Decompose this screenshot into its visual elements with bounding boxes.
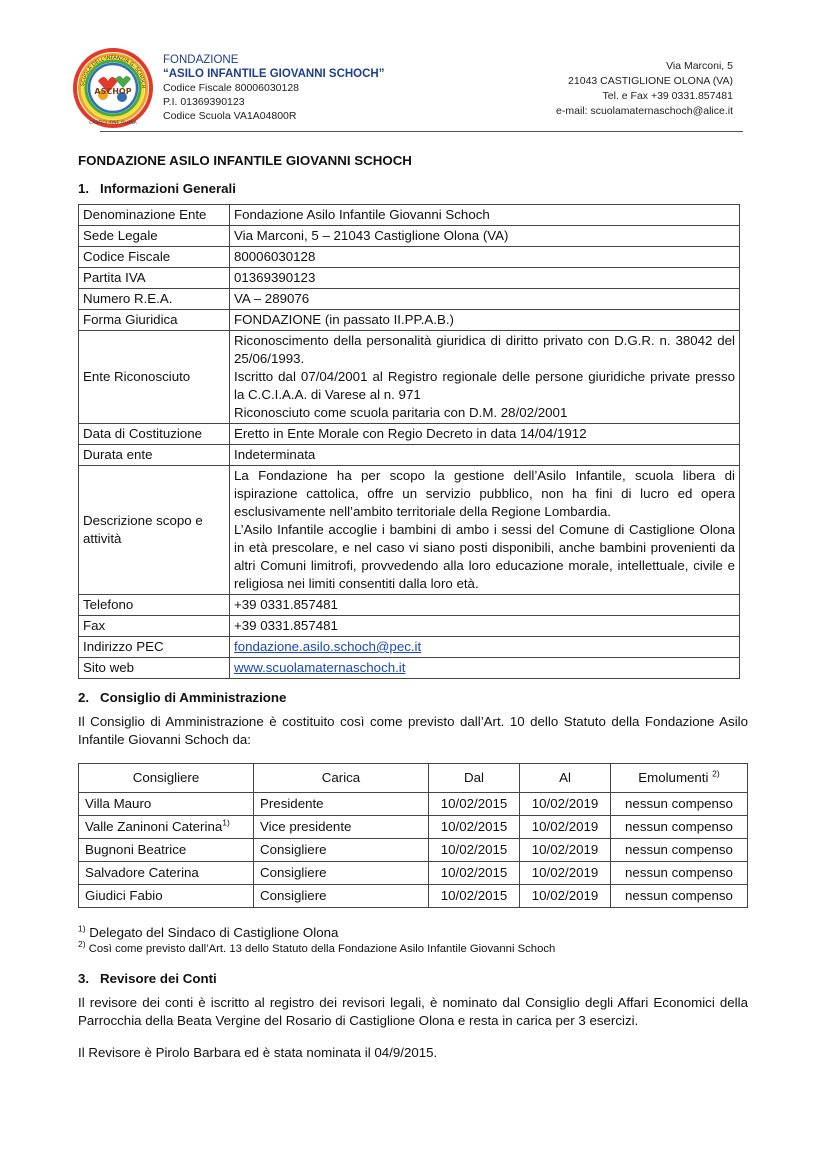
member-role: Consigliere xyxy=(254,839,429,862)
info-value: 80006030128 xyxy=(230,247,740,268)
member-name xyxy=(79,885,254,908)
info-key: Numero R.E.A. xyxy=(79,289,230,310)
member-role: Vice presidente xyxy=(254,816,429,839)
member-to: 10/02/2019 xyxy=(520,816,611,839)
member-from: 10/02/2015 xyxy=(429,816,520,839)
board-intro: Il Consiglio di Amministrazione è costituito così come previsto dall’Art. 10 dello Statuto della Fondazione Asilo Infantile Giovanni Schoch da: xyxy=(78,714,748,747)
info-value: Indeterminata xyxy=(230,445,740,466)
table-row xyxy=(79,289,740,310)
member-compensation: nessun compenso xyxy=(611,793,748,816)
info-value: 01369390123 xyxy=(230,268,740,289)
recognition-line: Riconosciuto come scuola paritaria con D.M. 28/02/2001 xyxy=(234,405,568,420)
table-row xyxy=(79,310,740,331)
info-key: Fax xyxy=(79,616,230,637)
footnote-marker: 1) xyxy=(78,923,86,934)
col-al: Al xyxy=(520,764,611,793)
document-body xyxy=(78,152,748,1076)
codice-scuola: Codice Scuola VA1A04800R xyxy=(163,110,297,122)
member-name-text: Giudici Fabio xyxy=(85,888,163,903)
member-to: 10/02/2019 xyxy=(520,839,611,862)
logo-bottom-text: CASTIGLIONE OLONA xyxy=(89,121,137,126)
website-link[interactable]: www.scuolamaternaschoch.it xyxy=(234,660,406,675)
auditor-appointment: Il Revisore è Pirolo Barbara ed è stata nominata il 04/9/2015. xyxy=(78,1045,438,1060)
foundation-logo xyxy=(70,45,156,131)
section-2-title: Consiglio di Amministrazione xyxy=(100,690,287,705)
table-row xyxy=(79,637,740,658)
footnote-marker: 2) xyxy=(78,939,86,950)
table-row xyxy=(79,616,740,637)
info-key: Sito web xyxy=(79,658,230,679)
table-header-row xyxy=(79,764,748,793)
purpose-paragraph: La Fondazione ha per scopo la gestione dell’Asilo Infantile, scuola libera di ispirazione cattolica, offre un servizio pubblico, non ha fini di lucro ed opera esclusivamente nell’ambito territoriale della Regione Lombardia. xyxy=(234,468,735,519)
info-value: Via Marconi, 5 – 21043 Castiglione Olona (VA) xyxy=(230,226,740,247)
recognition-line: Iscritto dal 07/04/2001 al Registro regionale delle persone giuridiche private presso la C.C.I.A.A. di Varese al n. 971 xyxy=(234,369,735,402)
member-role: Presidente xyxy=(254,793,429,816)
member-role: Consigliere xyxy=(254,862,429,885)
info-value xyxy=(230,466,740,595)
member-name-text: Villa Mauro xyxy=(85,796,152,811)
info-value: Eretto in Ente Morale con Regio Decreto in data 14/04/1912 xyxy=(230,424,740,445)
table-row xyxy=(79,226,740,247)
document-title: FONDAZIONE ASILO INFANTILE GIOVANNI SCHOCH xyxy=(78,153,412,168)
member-compensation: nessun compenso xyxy=(611,816,748,839)
table-row xyxy=(79,595,740,616)
member-name xyxy=(79,816,254,839)
info-key: Partita IVA xyxy=(79,268,230,289)
member-name xyxy=(79,793,254,816)
member-from: 10/02/2015 xyxy=(429,793,520,816)
table-row xyxy=(79,466,740,595)
info-key: Data di Costituzione xyxy=(79,424,230,445)
member-to: 10/02/2019 xyxy=(520,862,611,885)
footnote-2 xyxy=(78,941,748,958)
info-value: VA – 289076 xyxy=(230,289,740,310)
table-row xyxy=(79,268,740,289)
table-row xyxy=(79,885,748,908)
info-key: Descrizione scopo e attività xyxy=(79,466,230,595)
member-compensation: nessun compenso xyxy=(611,862,748,885)
info-value: +39 0331.857481 xyxy=(230,616,740,637)
pec-link[interactable]: fondazione.asilo.schoch@pec.it xyxy=(234,639,422,654)
footnote-text: Così come previsto dall’Art. 13 dello Statuto della Fondazione Asilo Infantile Giovanni Schoch xyxy=(88,943,556,955)
table-row xyxy=(79,205,740,226)
svg-text:ASCHOP: ASCHOP xyxy=(94,87,132,96)
logo-ring-text: SCUOLA DELL'INFANZIA G. SCHOCH xyxy=(80,54,147,89)
footnote-text: Delegato del Sindaco di Castiglione Olona xyxy=(89,925,339,940)
info-key: Codice Fiscale xyxy=(79,247,230,268)
member-from: 10/02/2015 xyxy=(429,862,520,885)
member-to: 10/02/2019 xyxy=(520,885,611,908)
phone-fax: Tel. e Fax +39 0331.857481 xyxy=(602,90,733,102)
address-line1: Via Marconi, 5 xyxy=(666,60,733,72)
footnote-ref: 2) xyxy=(712,768,720,779)
member-name-text: Valle Zaninoni Caterina xyxy=(85,819,223,834)
footnotes xyxy=(78,924,748,958)
member-name-text: Salvadore Caterina xyxy=(85,865,199,880)
table-row xyxy=(79,658,740,679)
info-key: Telefono xyxy=(79,595,230,616)
board-table xyxy=(78,763,748,908)
letterhead-left xyxy=(163,53,385,123)
org-label: FONDAZIONE xyxy=(163,54,239,66)
section-3-title: Revisore dei Conti xyxy=(100,971,217,986)
general-info-table xyxy=(78,204,740,679)
partita-iva: P.I. 01369390123 xyxy=(163,96,245,108)
footnote-ref: 1) xyxy=(222,817,230,828)
header-divider xyxy=(100,131,743,132)
info-key: Forma Giuridica xyxy=(79,310,230,331)
auditor-paragraph: Il revisore dei conti è iscritto al registro dei revisori legali, è nominato dal Consiglio degli Affari Economici della Parrocchia della Beata Vergine del Rosario di Castiglione Olona e resta in carica per 3 esercizi. xyxy=(78,995,748,1028)
member-name xyxy=(79,862,254,885)
table-row xyxy=(79,839,748,862)
table-row xyxy=(79,247,740,268)
table-row xyxy=(79,424,740,445)
member-from: 10/02/2015 xyxy=(429,839,520,862)
member-name xyxy=(79,839,254,862)
table-row xyxy=(79,862,748,885)
section-1-title: Informazioni Generali xyxy=(100,181,236,196)
section-1-number: 1. xyxy=(78,181,90,196)
info-key: Durata ente xyxy=(79,445,230,466)
member-compensation: nessun compenso xyxy=(611,885,748,908)
section-2-number: 2. xyxy=(78,690,90,705)
info-value: FONDAZIONE (in passato II.PP.A.B.) xyxy=(230,310,740,331)
codice-fiscale: Codice Fiscale 80006030128 xyxy=(163,82,300,94)
section-1-heading xyxy=(78,180,748,198)
email: e-mail: scuolamaternaschoch@alice.it xyxy=(556,105,733,117)
info-key: Denominazione Ente xyxy=(79,205,230,226)
org-name: “ASILO INFANTILE GIOVANNI SCHOCH” xyxy=(163,68,385,80)
table-row xyxy=(79,793,748,816)
col-emolumenti xyxy=(611,764,748,793)
info-value: Fondazione Asilo Infantile Giovanni Schoch xyxy=(230,205,740,226)
info-key: Ente Riconosciuto xyxy=(79,331,230,424)
letterhead-right xyxy=(556,59,733,119)
info-key: Indirizzo PEC xyxy=(79,637,230,658)
address-line2: 21043 CASTIGLIONE OLONA (VA) xyxy=(568,75,733,87)
recognition-line: Riconoscimento della personalità giuridica di diritto privato con D.G.R. n. 38042 del 25/06/1993. xyxy=(234,333,735,366)
info-value: +39 0331.857481 xyxy=(230,595,740,616)
member-to: 10/02/2019 xyxy=(520,793,611,816)
section-3-number: 3. xyxy=(78,971,90,986)
col-consigliere: Consigliere xyxy=(79,764,254,793)
col-carica: Carica xyxy=(254,764,429,793)
footnote-1 xyxy=(78,924,748,941)
section-3-heading xyxy=(78,970,748,988)
table-row xyxy=(79,445,740,466)
info-key: Sede Legale xyxy=(79,226,230,247)
member-from: 10/02/2015 xyxy=(429,885,520,908)
info-value xyxy=(230,637,740,658)
member-compensation: nessun compenso xyxy=(611,839,748,862)
table-row xyxy=(79,816,748,839)
col-dal: Dal xyxy=(429,764,520,793)
letterhead xyxy=(70,45,743,130)
info-value xyxy=(230,658,740,679)
member-name-text: Bugnoni Beatrice xyxy=(85,842,187,857)
section-2-heading xyxy=(78,689,748,707)
emolumenti-label: Emolumenti xyxy=(638,770,709,785)
purpose-paragraph: L’Asilo Infantile accoglie i bambini di ambo i sessi del Comune di Castiglione Olona in età prescolare, e nel caso vi siano posti disponibili, anche bambini provenienti da altri Comuni limitrofi, provvedendo alla loro educazione morale, intellettuale, civile e religiosa nei limiti consentiti dalla loro età. xyxy=(234,522,735,591)
info-value xyxy=(230,331,740,424)
table-row xyxy=(79,331,740,424)
member-role: Consigliere xyxy=(254,885,429,908)
